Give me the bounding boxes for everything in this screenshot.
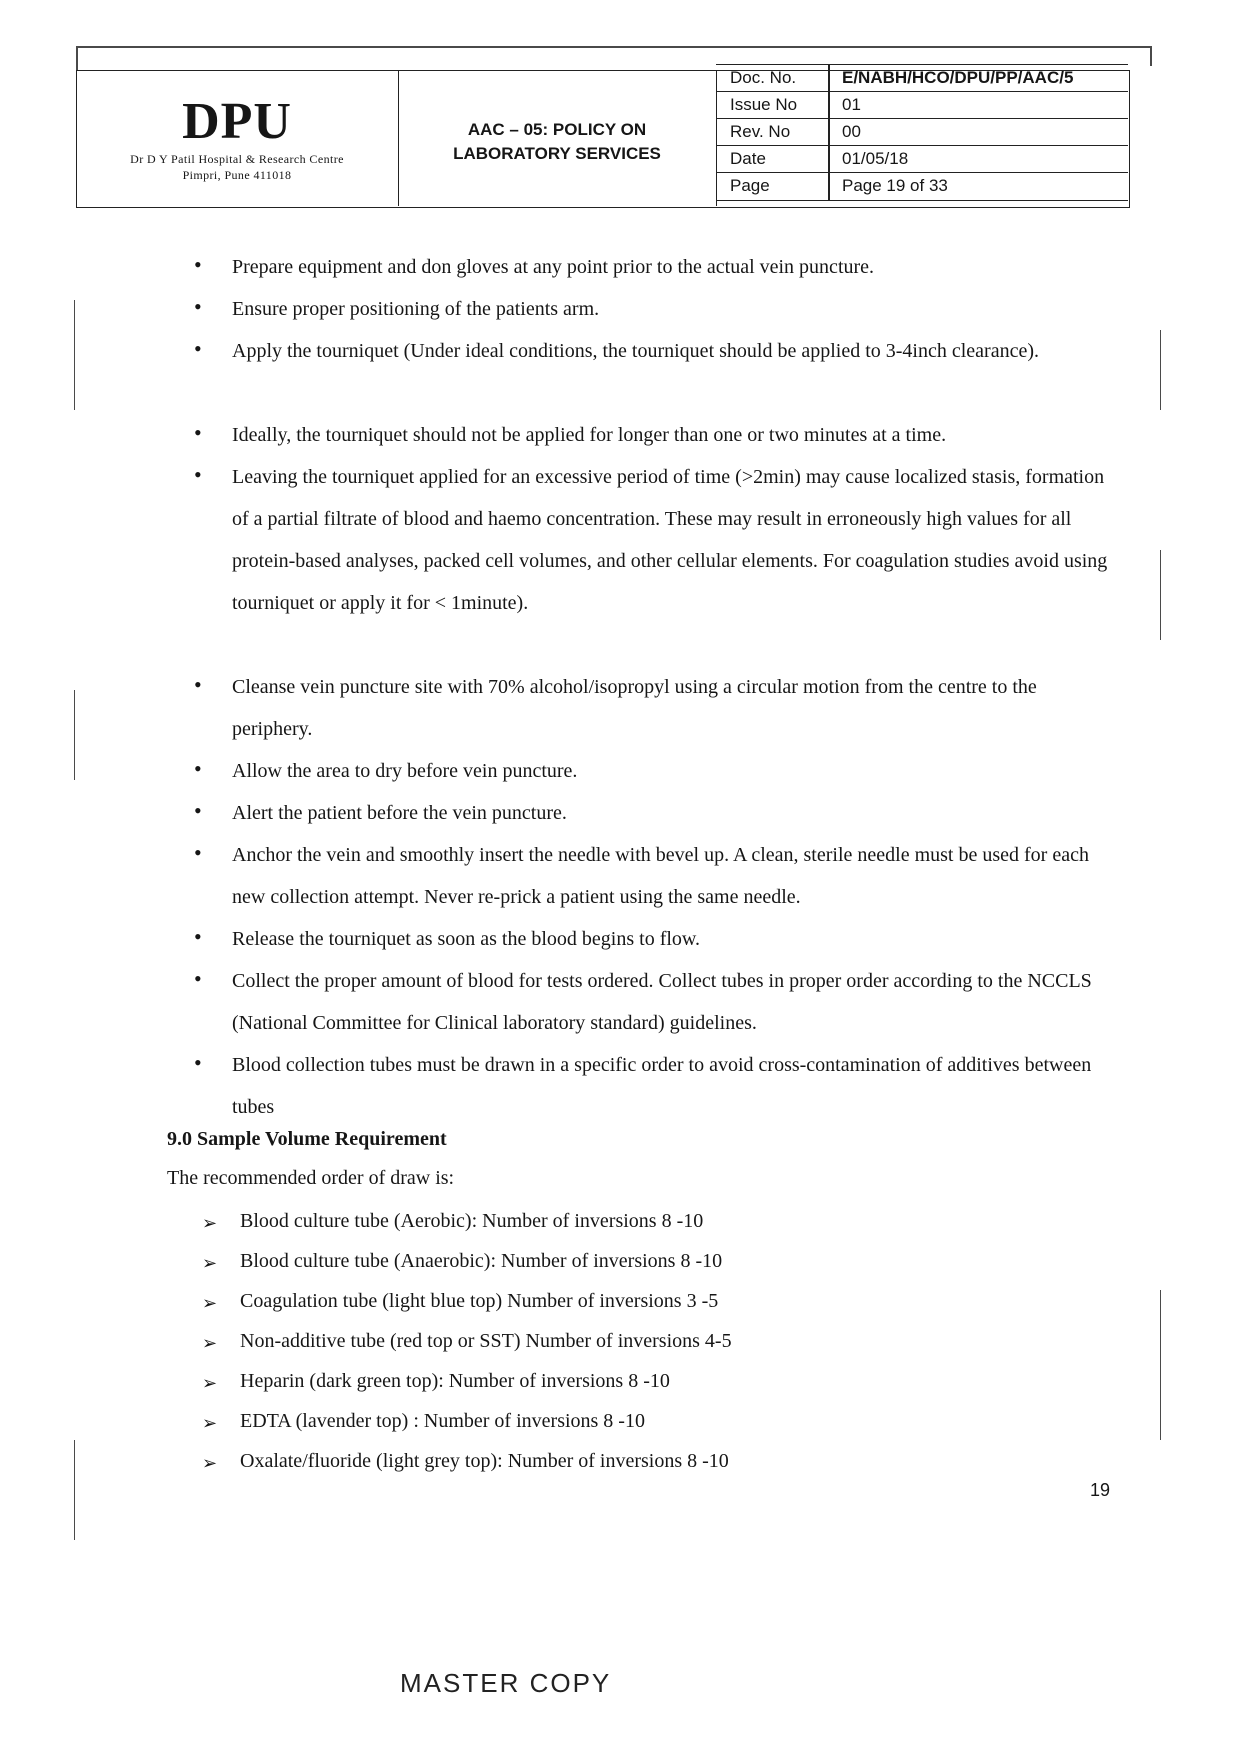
meta-value: 01/05/18 — [842, 149, 909, 168]
list-item: Ideally, the tourniquet should not be applied for longer than one or two minutes at a time. — [232, 424, 947, 446]
meta-divider — [828, 146, 830, 173]
scan-mark-right — [1160, 330, 1161, 410]
scan-mark-left — [74, 1440, 75, 1540]
scan-mark-right — [1160, 1290, 1161, 1440]
meta-divider — [828, 173, 830, 200]
bullet-dot-icon: • — [194, 966, 202, 991]
list-item: Allow the area to dry before vein puncture. — [232, 760, 578, 782]
draw-order-item: EDTA (lavender top) : Number of inversions 8 -10 — [240, 1410, 645, 1432]
draw-order-item: Blood culture tube (Aerobic): Number of inversions 8 -10 — [240, 1210, 704, 1232]
bullet-dot-icon: • — [194, 924, 202, 949]
meta-value: 00 — [842, 122, 861, 141]
policy-title-block — [398, 70, 717, 206]
scan-mark-right — [1160, 550, 1161, 640]
meta-key: Date — [730, 149, 766, 168]
list-item: Ensure proper positioning of the patients arm. — [232, 298, 600, 320]
dpu-logo: DPU — [182, 93, 292, 150]
list-item: Cleanse vein puncture site with 70% alcohol/isopropyl using a circular motion from the centre to the periphery. — [232, 676, 1037, 740]
bullet-dot-icon: • — [194, 294, 202, 319]
meta-value: Page 19 of 33 — [842, 176, 948, 195]
bullet-dot-icon: • — [194, 756, 202, 781]
meta-key: Doc. No. — [730, 68, 797, 87]
bullet-dot-icon: • — [194, 252, 202, 277]
list-item: Alert the patient before the vein puncture. — [232, 802, 567, 824]
arrow-bullet-icon: ➢ — [202, 1293, 218, 1314]
meta-key: Page — [730, 176, 770, 195]
bullet-dot-icon: • — [194, 672, 202, 697]
draw-order-item: Oxalate/fluoride (light grey top): Number of inversions 8 -10 — [240, 1450, 729, 1472]
list-item: Prepare equipment and don gloves at any point prior to the actual vein puncture. — [232, 256, 875, 278]
bullet-dot-icon: • — [194, 336, 202, 361]
logo-block — [76, 70, 399, 206]
scan-mark-left — [74, 690, 75, 780]
meta-key: Rev. No — [730, 122, 791, 141]
meta-row-doc-no — [716, 64, 1128, 92]
meta-divider — [828, 119, 830, 146]
hospital-name: Dr D Y Patil Hospital & Research Centre — [130, 152, 344, 166]
arrow-bullet-icon: ➢ — [202, 1373, 218, 1394]
list-item: Leaving the tourniquet applied for an excessive period of time (>2min) may cause localized stasis, formation of a partial filtrate of blood and haemo concentration. These may result in erroneously high values for all protein-based analyses, packed cell volumes, and other cellular elements. For coagulation studies avoid using tourniquet or apply it for < 1minute). — [232, 466, 1108, 614]
bullet-dot-icon: • — [194, 840, 202, 865]
meta-row-date — [716, 145, 1128, 173]
arrow-bullet-icon: ➢ — [202, 1453, 218, 1474]
arrow-bullet-icon: ➢ — [202, 1333, 218, 1354]
master-copy-stamp: MASTER COPY — [400, 1668, 612, 1698]
list-item: Anchor the vein and smoothly insert the needle with bevel up. A clean, sterile needle must be used for each new collection attempt. Never re-prick a patient using the same needle. — [232, 844, 1089, 908]
arrow-bullet-icon: ➢ — [202, 1413, 218, 1434]
meta-row-rev-no — [716, 118, 1128, 146]
draw-order-item: Coagulation tube (light blue top) Number of inversions 3 -5 — [240, 1290, 719, 1312]
arrow-bullet-icon: ➢ — [202, 1253, 218, 1274]
scan-border-right — [1150, 46, 1152, 66]
section-heading: 9.0 Sample Volume Requirement — [167, 1128, 447, 1150]
scan-border-top — [76, 46, 1150, 48]
draw-order-item: Non-additive tube (red top or SST) Number of inversions 4-5 — [240, 1330, 732, 1352]
hospital-address: Pimpri, Pune 411018 — [182, 168, 292, 182]
meta-value: 01 — [842, 95, 861, 114]
bullet-dot-icon: • — [194, 462, 202, 487]
policy-title-line1: AAC – 05: POLICY ON — [467, 120, 647, 139]
draw-order-item: Heparin (dark green top): Number of inversions 8 -10 — [240, 1370, 670, 1392]
list-item: Apply the tourniquet (Under ideal conditions, the tourniquet should be applied to 3-4inch clearance). — [232, 340, 1039, 362]
meta-row-issue-no — [716, 91, 1128, 119]
bullet-dot-icon: • — [194, 798, 202, 823]
scan-border-left — [76, 46, 78, 70]
meta-row-page — [716, 172, 1128, 201]
policy-title-line2: LABORATORY SERVICES — [453, 144, 661, 163]
meta-divider — [828, 65, 830, 92]
section-intro: The recommended order of draw is: — [167, 1167, 455, 1189]
meta-key: Issue No — [730, 95, 798, 114]
page-number: 19 — [1090, 1480, 1111, 1500]
scan-mark-left — [74, 300, 75, 410]
arrow-bullet-icon: ➢ — [202, 1213, 218, 1234]
meta-value: E/NABH/HCO/DPU/PP/AAC/5 — [842, 68, 1074, 87]
bullet-dot-icon: • — [194, 1050, 202, 1075]
list-item: Blood collection tubes must be drawn in a specific order to avoid cross-contamination of additives between tubes — [232, 1054, 1092, 1118]
meta-divider — [828, 92, 830, 119]
list-item: Collect the proper amount of blood for tests ordered. Collect tubes in proper order according to the NCCLS (National Committee for Clinical laboratory standard) guidelines. — [232, 970, 1092, 1034]
list-item: Release the tourniquet as soon as the blood begins to flow. — [232, 928, 701, 950]
draw-order-item: Blood culture tube (Anaerobic): Number of inversions 8 -10 — [240, 1250, 723, 1272]
bullet-dot-icon: • — [194, 420, 202, 445]
